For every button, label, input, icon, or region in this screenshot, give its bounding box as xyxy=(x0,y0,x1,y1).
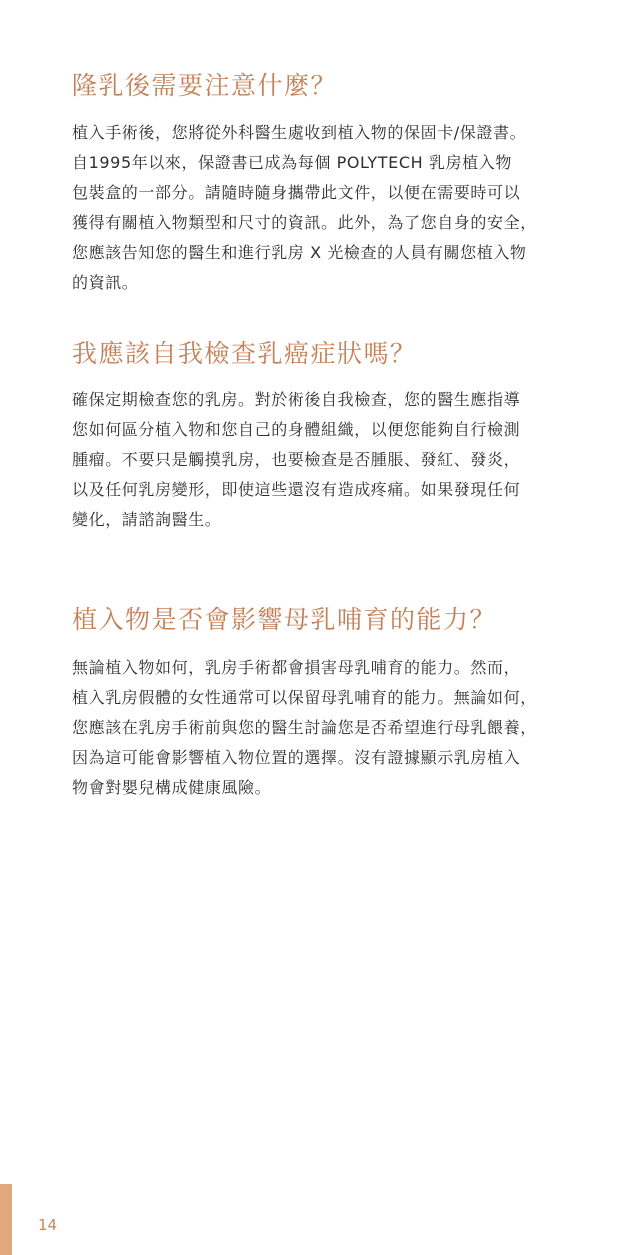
section-augmentation-aftercare xyxy=(72,70,572,298)
page-number: 14 xyxy=(38,1216,58,1234)
paragraph-line: 因為這可能會影響植入物位置的選擇。沒有證據顯示乳房植入 xyxy=(72,748,521,767)
paragraph-line: 的資訊。 xyxy=(72,273,139,292)
paragraph-line: 物會對嬰兒構成健康風險。 xyxy=(72,778,272,797)
paragraph-line: 包裝盒的一部分。請隨時隨身攜帶此文件，以便在需要時可以 xyxy=(72,183,521,202)
paragraph-line: 您應該告知您的醫生和進行乳房 X 光檢查的人員有關您植入物 xyxy=(72,243,527,262)
section-breastfeeding xyxy=(72,604,572,803)
section-heading: 我應該自我檢查乳癌症狀嗎？ xyxy=(72,339,417,368)
section-paragraph xyxy=(72,385,572,535)
section-self-examination xyxy=(72,338,572,535)
paragraph-line: 變化，請諮詢醫生。 xyxy=(72,510,222,529)
section-heading: 植入物是否會影響母乳哺育的能力？ xyxy=(72,605,497,634)
paragraph-line: 獲得有關植入物類型和尺寸的資訊。此外，為了您自身的安全， xyxy=(72,213,537,232)
paragraph-line: 腫瘤。不要只是觸摸乳房，也要檢查是否腫脹、發紅、發炎， xyxy=(72,450,521,469)
paragraph-line: 您如何區分植入物和您自己的身體組織，以便您能夠自行檢測 xyxy=(72,420,521,439)
page-edge-bar xyxy=(0,1184,12,1255)
paragraph-line: 以及任何乳房變形，即使這些還沒有造成疼痛。如果發現任何 xyxy=(72,480,521,499)
paragraph-line: 自1995年以來，保證書已成為每個 POLYTECH 乳房植入物 xyxy=(72,153,512,172)
paragraph-line: 植入手術後，您將從外科醫生處收到植入物的保固卡/保證書。 xyxy=(72,123,527,142)
paragraph-line: 您應該在乳房手術前與您的醫生討論您是否希望進行母乳餵養， xyxy=(72,718,537,737)
paragraph-line: 確保定期檢查您的乳房。對於術後自我檢查，您的醫生應指導 xyxy=(72,390,521,409)
section-heading: 隆乳後需要注意什麼？ xyxy=(72,71,338,100)
paragraph-line: 植入乳房假體的女性通常可以保留母乳哺育的能力。無論如何， xyxy=(72,688,537,707)
section-paragraph xyxy=(72,653,572,803)
section-paragraph xyxy=(72,118,572,298)
paragraph-line: 無論植入物如何，乳房手術都會損害母乳哺育的能力。然而， xyxy=(72,658,521,677)
